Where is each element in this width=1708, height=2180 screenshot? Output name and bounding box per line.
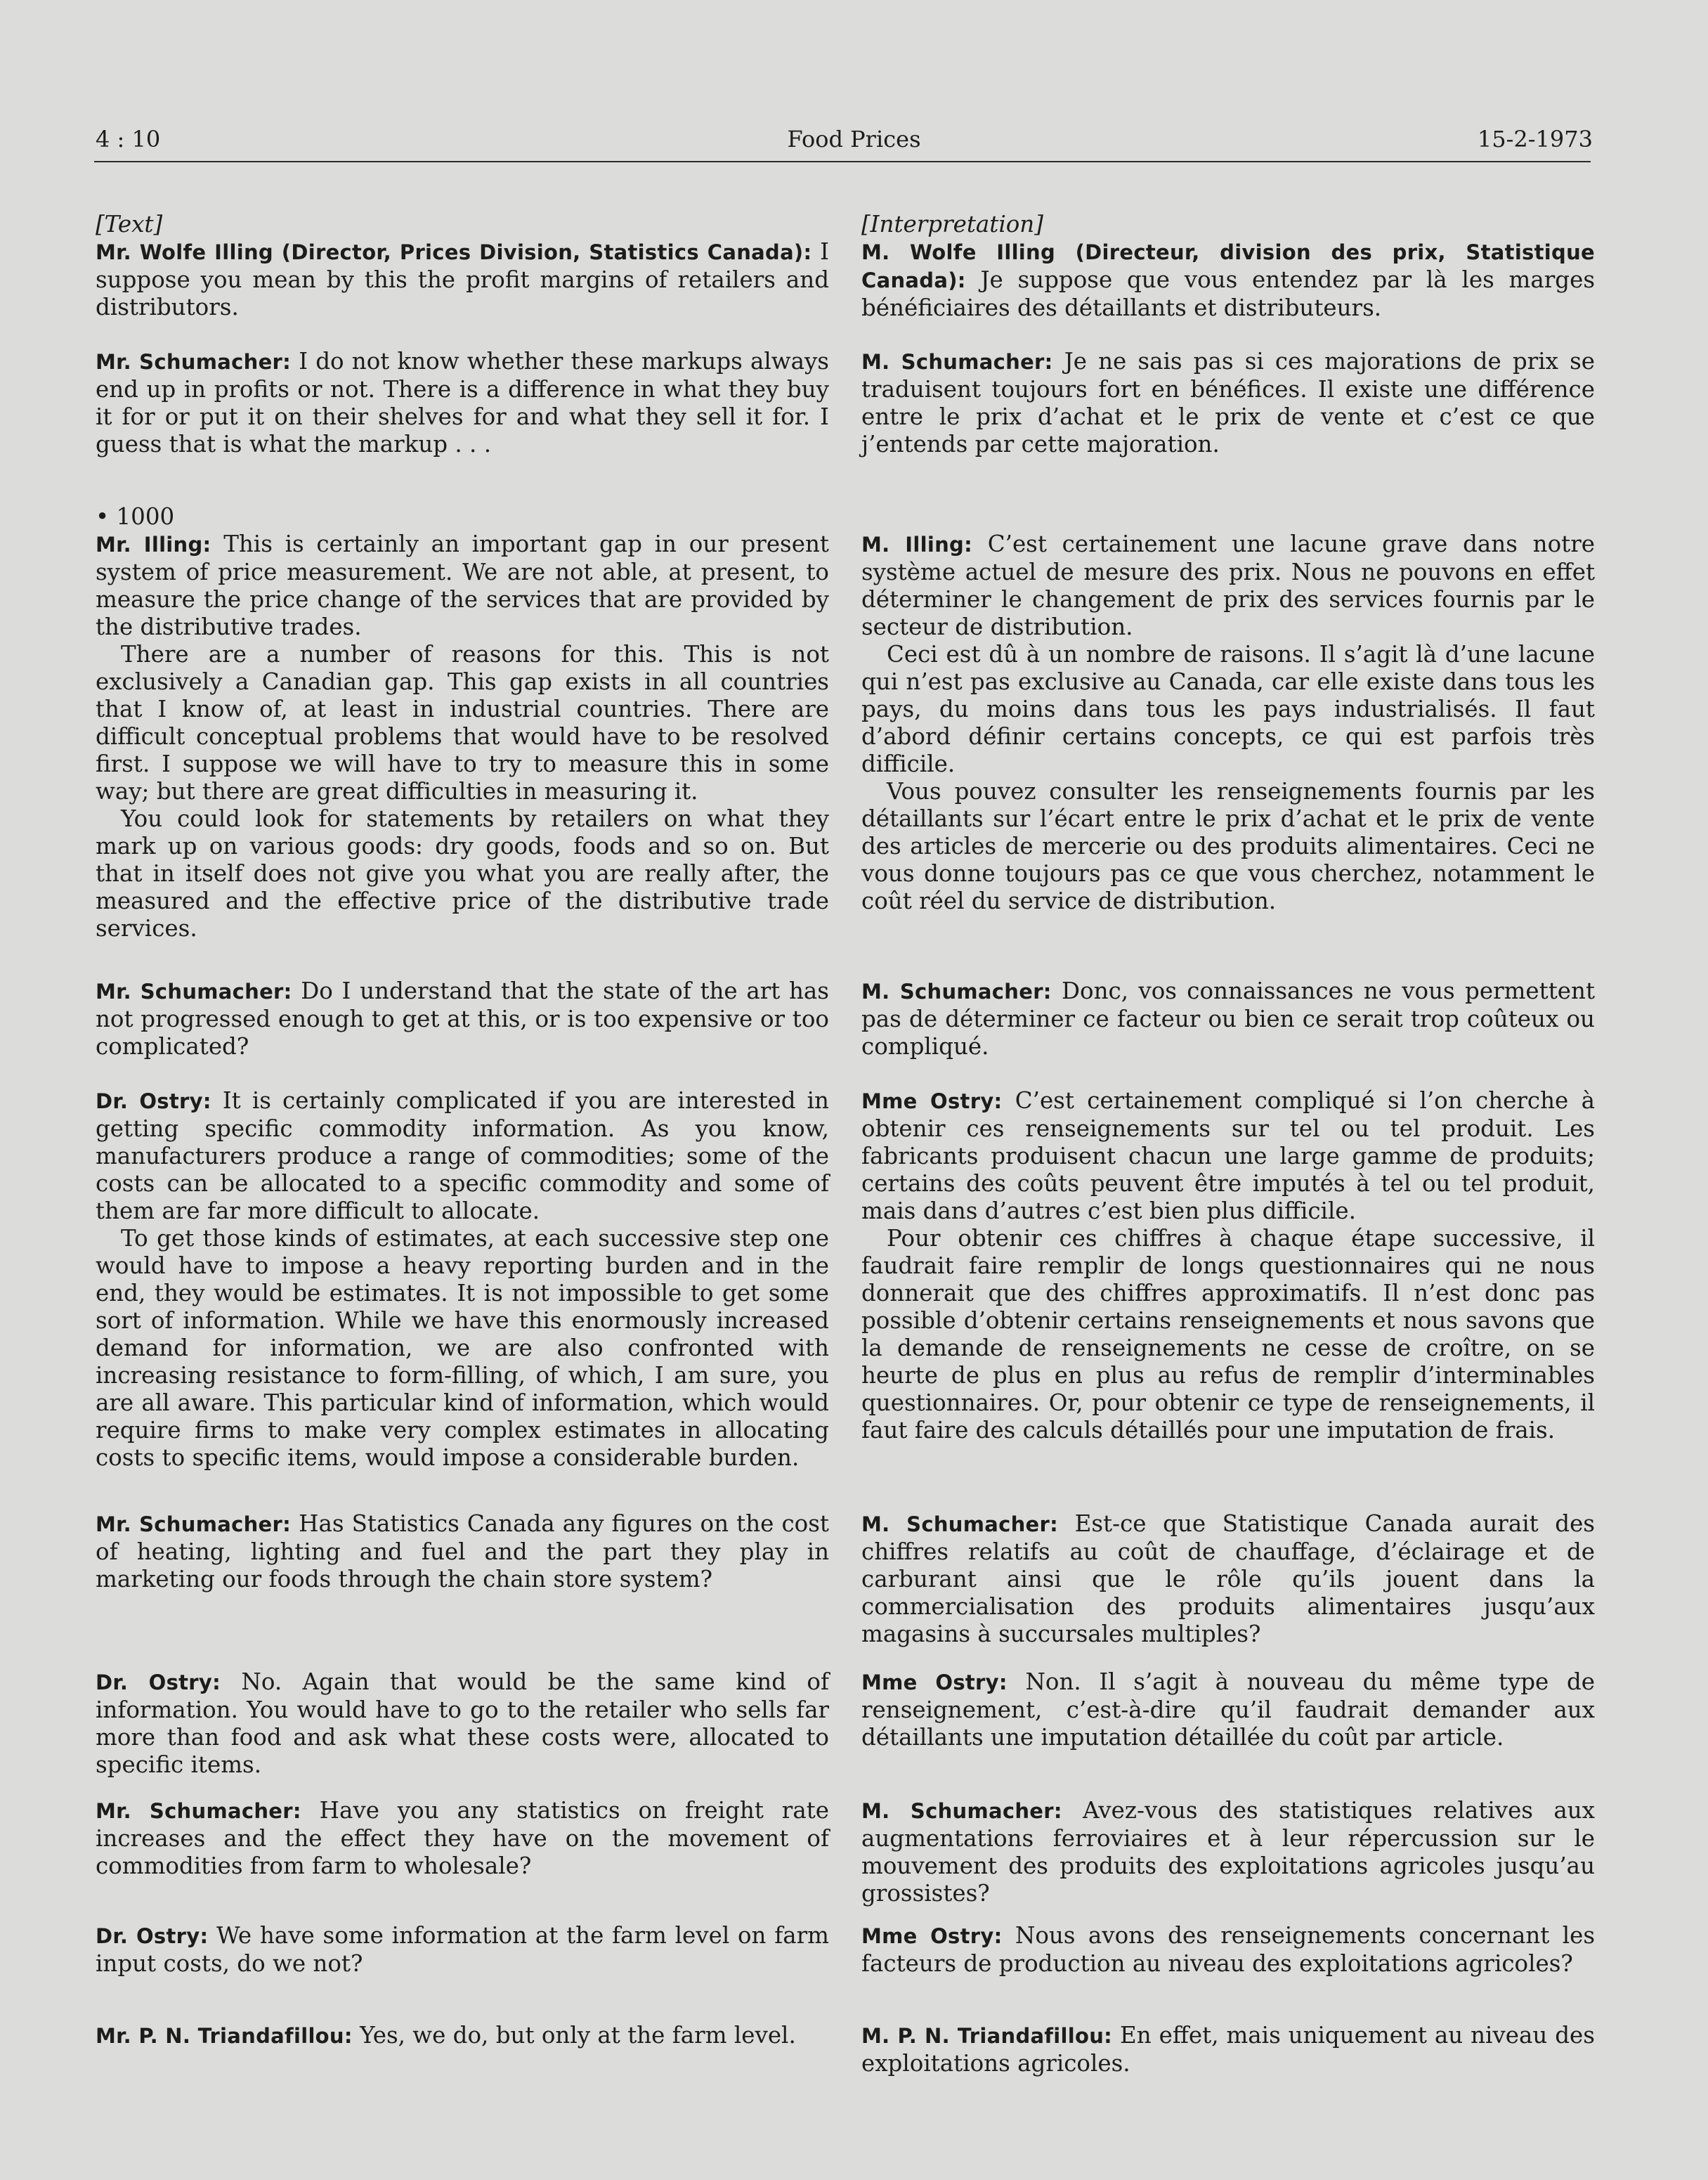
speaker-name: Dr. Ostry:: [96, 1089, 211, 1113]
speech-text: To get those kinds of estimates, at each successive step one would have to impose a heavy reporting burden and in the end, they would be estimates. It is not impossible to get some sort of information. While we have this enormously increased demand for information, we are also confronted with increasing resistance to form-filling, of which, I am sure, you are all aware. This particular kind of information, which would require firms to make very complex estimates in allocating costs to specific items, would impose a considerable burden.: [96, 1225, 829, 1471]
speaker-name: Mr. Schumacher:: [96, 1799, 301, 1823]
speech-entry: [861, 1797, 1595, 1907]
speaker-name: M. Schumacher:: [861, 350, 1053, 374]
speech-entry: [96, 1797, 829, 1880]
speech-text: No. Again that would be the same kind of information. You would have to go to the retailer who sells far more than food and ask what these costs were, allocated to specific items.: [96, 1668, 829, 1778]
speech-entry: [96, 238, 829, 321]
speech-entry: [861, 1922, 1595, 1978]
speech-text: We have some information at the farm level on farm input costs, do we not?: [96, 1922, 829, 1977]
speech-text: There are a number of reasons for this. This is not exclusively a Canadian gap. This gap exists in all countries that I know of, at least in industrial countries. There are difficult conceptual problems that would have to be resolved first. I suppose we will have to try to measure this in some way; but there are great difficulties in measuring it.: [96, 641, 829, 805]
speech-text: Est-ce que Statistique Canada aurait des chiffres relatifs au coût de chauffage, d’éclairage et de carburant ainsi que le rôle qu’ils jouent dans la commercialisation des produits alimentaires jusqu’aux magasins à succursales multiples?: [861, 1510, 1595, 1647]
speech-entry: [861, 2022, 1595, 2077]
speaker-name: Mr. Wolfe Illing (Director, Prices Division, Statistics Canada):: [96, 240, 812, 264]
speaker-name: M. Schumacher:: [861, 1799, 1062, 1823]
speech-entry: [861, 1510, 1595, 1648]
speech-text: Avez-vous des statistiques relatives aux augmentations ferroviaires et à leur répercussion sur le mouvement des produits des exploitations agricoles jusqu’au grossistes?: [861, 1797, 1595, 1907]
speaker-name: M. Illing:: [861, 533, 972, 557]
speech-entry: [96, 1510, 829, 1593]
speech-text: This is certainly an important gap in our present system of price measurement. We are not able, at present, to measure the price change of the services that are provided by the distributive trades.: [96, 531, 829, 640]
speech-text: Ceci est dû à un nombre de raisons. Il s’agit là d’une lacune qui n’est pas exclusive au Canada, car elle existe dans tous les pays, du moins dans tous les pays industrialisés. Il faut d’abord définir certains concepts, ce qui est parfois très difficile.: [861, 641, 1595, 777]
speaker-name: Mme Ostry:: [861, 1924, 1003, 1948]
speaker-name: M. Schumacher:: [861, 1512, 1059, 1536]
speech-text: Non. Il s’agit à nouveau du même type de renseignement, c’est-à-dire qu’il faudrait demander aux détaillants une imputation détaillée du coût par article.: [861, 1668, 1595, 1751]
speech-text: Nous avons des renseignements concernant les facteurs de production au niveau des exploitations agricoles?: [861, 1922, 1596, 1977]
page-title: Food Prices: [787, 126, 921, 153]
speaker-name: M. Schumacher:: [861, 980, 1052, 1004]
page-date: 15-2-1973: [1477, 126, 1593, 153]
speech-text: You could look for statements by retailers on what they mark up on various goods: dry goods, foods and so on. But that in itself does not give you what you are really after, the measured and the effective price of the distributive trade services.: [96, 805, 829, 942]
speech-entry: [861, 978, 1595, 1060]
speech-text: C’est certainement une lacune grave dans notre système actuel de mesure des prix. Nous ne pouvons en effet déterminer le changement de prix des services fournis par le secteur de distribution.: [861, 531, 1595, 640]
speaker-name: Mr. P. N. Triandafillou:: [96, 2024, 353, 2048]
speech-entry: [861, 531, 1595, 915]
speech-text: I suppose you mean by this the profit margins of retailers and distributors.: [96, 238, 829, 320]
speech-entry: [96, 503, 829, 942]
speech-text: It is certainly complicated if you are interested in getting specific commodity information. As you know, manufacturers produce a range of commodities; some of the costs can be allocated to a specific commodity and some of them are far more difficult to allocate.: [96, 1087, 829, 1224]
speaker-name: M. Wolfe Illing (Directeur, division des prix, Statistique Canada):: [861, 240, 1595, 292]
speech-text: Have you any statistics on freight rate increases and the effect they have on the movement of commodities from farm to wholesale?: [96, 1797, 829, 1879]
section-label: [Interpretation]: [861, 211, 1043, 238]
speech-text: Donc, vos connaissances ne vous permettent pas de déterminer ce facteur ou bien ce serait trop coûteux ou compliqué.: [861, 978, 1595, 1060]
speech-entry: [861, 348, 1595, 458]
speaker-name: Dr. Ostry:: [96, 1670, 221, 1694]
speech-text: Do I understand that the state of the art has not progressed enough to get at this, or is too expensive or too complicated?: [96, 978, 829, 1060]
speech-entry: [96, 348, 829, 458]
french-column: [861, 211, 1596, 2077]
speech-text: Je ne sais pas si ces majorations de prix se traduisent toujours fort en bénéfices. Il existe une différence entre le prix d’achat et le prix de vente et c’est ce que j’entends par cette majoration.: [861, 348, 1595, 458]
speech-text: Vous pouvez consulter les renseignements fournis par les détaillants sur l’écart entre le prix d’achat et le prix de vente des articles de mercerie ou des produits alimentaires. Ceci ne vous donne toujours pas ce que vous cherchez, notamment le coût réel du service de distribution.: [861, 778, 1595, 914]
speech-text: C’est certainement compliqué si l’on cherche à obtenir ces renseignements sur tel ou tel produit. Les fabricants produisent chacun une large gamme de produits; certains des coûts peuvent être imputés à tel ou tel produit, mais dans d’autres c’est bien plus difficile.: [861, 1087, 1595, 1224]
speech-entry: [96, 978, 829, 1060]
speech-text: Je suppose que vous entendez par là les marges bénéficiaires des détaillants et distributeurs.: [861, 266, 1595, 321]
speaker-name: Mme Ostry:: [861, 1670, 1008, 1694]
english-column: [96, 211, 829, 2049]
time-marker: • 1000: [96, 503, 175, 530]
speaker-name: Mr. Schumacher:: [96, 980, 292, 1004]
speech-entry: [861, 238, 1595, 322]
speech-text: Has Statistics Canada any figures on the cost of heating, lighting and fuel and the part they play in marketing our foods through the chain store system?: [96, 1510, 829, 1592]
speech-text: Pour obtenir ces chiffres à chaque étape successive, il faudrait faire remplir de longs questionnaires qui ne nous donnerait que des chiffres approximatifs. Il n’est donc pas possible d’obtenir certains renseignements et nous savons que la demande de renseignements ne cesse de croître, on se heurte de plus en plus au refus de remplir d’interminables questionnaires. Or, pour obtenir ce type de renseignements, il faut faire des calculs détaillés pour une imputation de frais.: [861, 1225, 1595, 1443]
speech-entry: [96, 1087, 829, 1472]
speaker-name: Mme Ostry:: [861, 1089, 1003, 1113]
speaker-name: Mr. Schumacher:: [96, 350, 292, 374]
speech-entry: [861, 1668, 1595, 1751]
speaker-name: M. P. N. Triandafillou:: [861, 2024, 1113, 2048]
header-rule: [94, 161, 1591, 162]
page-number: 4 : 10: [96, 126, 161, 153]
speaker-name: Mr. Illing:: [96, 533, 211, 557]
speech-entry: [96, 1668, 829, 1779]
speech-text: En effet, mais uniquement au niveau des exploitations agricoles.: [861, 2022, 1595, 2077]
speaker-name: Dr. Ostry:: [96, 1924, 209, 1948]
speech-entry: [861, 1087, 1595, 1444]
speech-text: I do not know whether these markups always end up in profits or not. There is a difference in what they buy it for or put it on their shelves for and what they sell it for. I guess that is what the markup . . .: [96, 348, 829, 458]
speech-entry: [96, 2022, 829, 2050]
section-label: [Text]: [96, 211, 163, 238]
speech-text: Yes, we do, but only at the farm level.: [360, 2022, 796, 2049]
speech-entry: [96, 1922, 829, 1978]
speaker-name: Mr. Schumacher:: [96, 1512, 291, 1536]
